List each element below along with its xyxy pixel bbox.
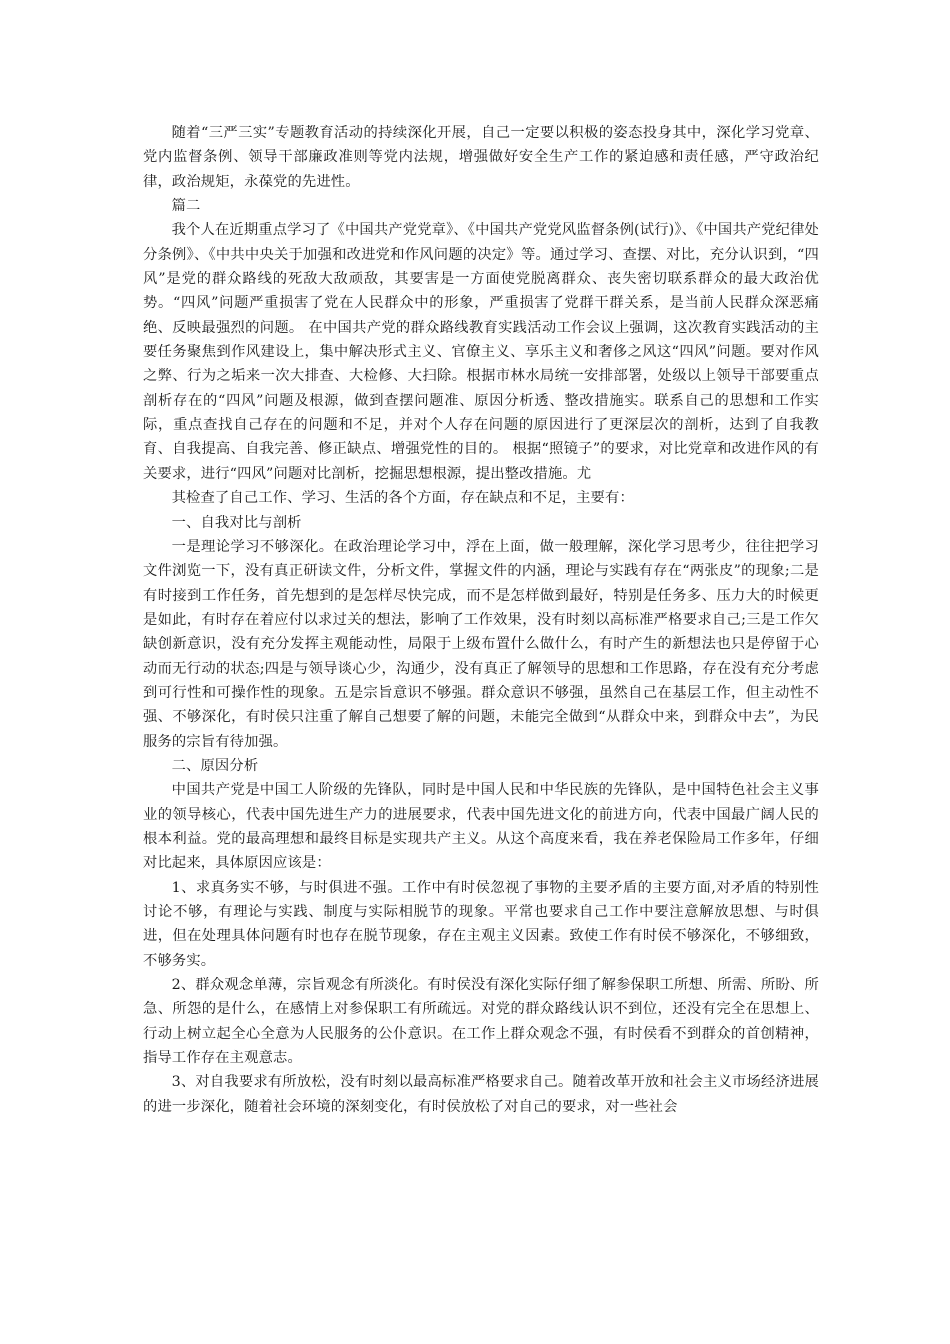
paragraph-cause-2: 2、群众观念单薄，宗旨观念有所淡化。有时侯没有深化实际仔细了解参保职工所想、所需、所盼、所急、所怨的是什么，在感情上对参保职工有所疏远。对党的群众路线认识不到位，还没有完全在思想上、行动上树立起全心全意为人民服务的公仆意识。在工作上群众观念不强，有时侯看不到群众的首创精神，指导工作存在主观意志。 [143, 977, 819, 1067]
paragraph-self-analysis: 一是理论学习不够深化。在政治理论学习中，浮在上面，做一般理解，深化学习思考少，往往把学习文件浏览一下，没有真正研读文件，分析文件，掌握文件的内涵，理论与实践有存在“两张皮”的现象;二是有时接到工作任务，首先想到的是怎样尽快完成，而不是怎样做到最好，特别是任务多、压力大的时候更是如此，有时存在着应付以求过关的想法，影响了工作效果，没有时刻以高标准严格要求自己;三是工作欠缺创新意识，没有充分发挥主观能动性，局限于上级布置什么做什么，有时产生的新想法也只是停留于心动而无行动的状态;四是与领导谈心少，沟通少，没有真正了解领导的思想和工作思路，存在没有充分考虑到可行性和可操作性的现象。五是宗旨意识不够强。群众意识不够强，虽然自己在基层工作，但主动性不强、不够深化，有时侯只注重了解自己想要了解的问题，未能完全做到“从群众中来，到群众中去”，为民服务的宗旨有待加强。 [143, 538, 819, 750]
document-body [143, 121, 819, 1119]
section-heading-part-two: 篇二 [171, 198, 201, 215]
paragraph-intro: 随着“三严三实”专题教育活动的持续深化开展，自己一定要以积极的姿态投身其中，深化学习党章、党内监督条例、领导干部廉政准则等党内法规，增强做好安全生产工作的紧迫感和责任感，严守政治纪律，政治规矩，永葆党的先进性。 [143, 125, 819, 190]
paragraph-shortcomings-intro: 其检查了自己工作、学习、生活的各个方面，存在缺点和不足，主要有： [171, 490, 634, 507]
section-heading-cause-analysis: 二、原因分析 [171, 757, 259, 774]
section-heading-self-analysis: 一、自我对比与剖析 [171, 514, 302, 531]
paragraph-study-summary: 我个人在近期重点学习了《中国共产党党章》、《中国共产党党风监督条例(试行)》、《中国共产党纪律处分条例》、《中共中央关于加强和改进党和作风问题的决定》等。通过学习、查摆、对比，充分认识到，“四风”是党的群众路线的死敌大敌顽敌，其要害是一方面使党脱离群众、丧失密切联系群众的最大政治优势。“四风”问题严重损害了党在人民群众中的形象，严重损害了党群干群关系，是当前人民群众深恶痛绝、反映最强烈的问题。 在中国共产党的群众路线教育实践活动工作会议上强调，这次教育实践活动的主要任务聚焦到作风建设上，集中解决形式主义、官僚主义、享乐主义和奢侈之风这“四风”问题。要对作风之弊、行为之垢来一次大排查、大检修、大扫除。根据市林水局统一安排部署，处级以上领导干部要重点剖析存在的“四风”问题及根源，做到查摆问题准、原因分析透、整改措施实。联系自己的思想和工作实际，重点查找自己存在的问题和不足，并对个人存在问题的原因进行了更深层次的剖析，达到了自我教育、自我提高、自我完善、修正缺点、增强党性的目的。 根据“照镜子”的要求，对比党章和改进作风的有关要求，进行“四风”问题对比剖析，挖掘思想根源，提出整改措施。尤 [143, 222, 820, 482]
paragraph-party-definition: 中国共产党是中国工人阶级的先锋队，同时是中国人民和中华民族的先锋队，是中国特色社会主义事业的领导核心，代表中国先进生产力的进展要求，代表中国先进文化的前进方向，代表中国最广阔人民的根本利益。党的最高理想和最终目标是实现共产主义。从这个高度来看，我在养老保险局工作多年，仔细对比起来，具体原因应该是： [143, 782, 819, 872]
paragraph-cause-3: 3、对自我要求有所放松，没有时刻以最高标准严格要求自己。随着改革开放和社会主义市场经济进展的进一步深化，随着社会环境的深刻变化，有时侯放松了对自己的要求，对一些社会 [143, 1074, 819, 1115]
paragraph-cause-1: 1、求真务实不够，与时俱进不强。工作中有时侯忽视了事物的主要矛盾的主要方面,对矛盾的特别性讨论不够，有理论与实践、制度与实际相脱节的现象。平常也要求自己工作中要注意解放思想、与时俱进，但在处理具体问题有时也存在脱节现象，存在主观主义因素。致使工作有时侯不够深化，不够细致，不够务实。 [143, 879, 819, 969]
